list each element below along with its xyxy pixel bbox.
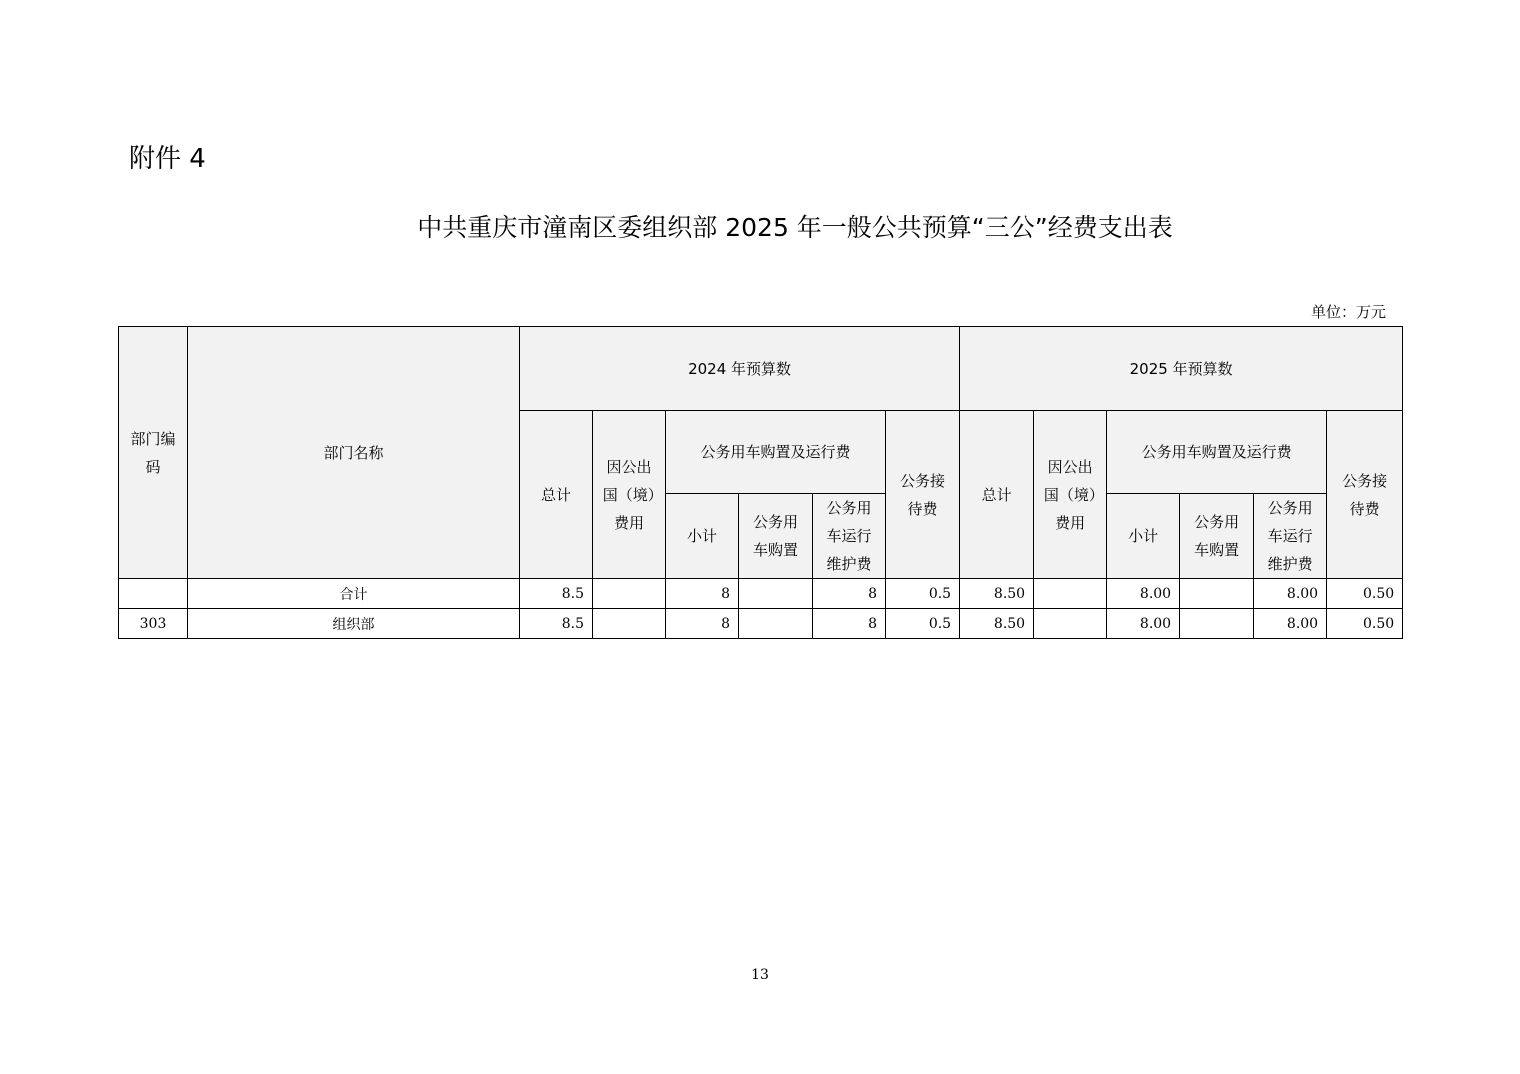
table-row-department <box>119 609 1403 639</box>
cell-code <box>119 579 188 609</box>
cell-2025-operation: 8.00 <box>1254 579 1327 609</box>
header-2025-total: 总计 <box>960 411 1034 579</box>
header-dept-name: 部门名称 <box>188 327 520 579</box>
table-row-total <box>119 579 1403 609</box>
cell-code: 303 <box>119 609 188 639</box>
header-2024-vehicle-operation: 公务用车运行维护费 <box>813 494 886 579</box>
cell-2024-subtotal: 8 <box>666 609 739 639</box>
cell-2025-purchase <box>1180 609 1254 639</box>
cell-2024-subtotal: 8 <box>666 579 739 609</box>
attachment-label: 附件 4 <box>129 144 206 174</box>
cell-2024-abroad <box>593 579 666 609</box>
cell-2024-total: 8.5 <box>520 579 593 609</box>
header-2024-subtotal: 小计 <box>666 494 739 579</box>
header-2025-vehicle-operation: 公务用车运行维护费 <box>1254 494 1327 579</box>
header-2025-vehicle-group: 公务用车购置及运行费 <box>1107 411 1327 494</box>
header-2024-abroad: 因公出国（境）费用 <box>593 411 666 579</box>
cell-2025-total: 8.50 <box>960 609 1034 639</box>
header-2025-budget: 2025 年预算数 <box>960 327 1403 411</box>
header-dept-code: 部门编码 <box>119 327 188 579</box>
header-2025-subtotal: 小计 <box>1107 494 1180 579</box>
cell-2024-operation: 8 <box>813 609 886 639</box>
header-2024-vehicle-purchase: 公务用车购置 <box>739 494 813 579</box>
header-2025-reception: 公务接待费 <box>1327 411 1403 579</box>
cell-2025-abroad <box>1034 579 1107 609</box>
header-2024-vehicle-group: 公务用车购置及运行费 <box>666 411 886 494</box>
header-2025-vehicle-purchase: 公务用车购置 <box>1180 494 1254 579</box>
budget-table <box>118 326 1403 639</box>
header-2025-abroad: 因公出国（境）费用 <box>1034 411 1107 579</box>
unit-label: 单位：万元 <box>1311 303 1387 321</box>
cell-2025-subtotal: 8.00 <box>1107 609 1180 639</box>
cell-2024-total: 8.5 <box>520 609 593 639</box>
table-body <box>119 579 1403 639</box>
table-header <box>119 327 1403 579</box>
cell-2024-abroad <box>593 609 666 639</box>
page-number: 13 <box>751 967 769 983</box>
cell-2025-reception: 0.50 <box>1327 609 1403 639</box>
document-title: 中共重庆市潼南区委组织部 2025 年一般公共预算“三公”经费支出表 <box>417 213 1173 242</box>
cell-2024-operation: 8 <box>813 579 886 609</box>
cell-2024-reception: 0.5 <box>886 579 960 609</box>
cell-name: 合计 <box>188 579 520 609</box>
cell-2025-total: 8.50 <box>960 579 1034 609</box>
cell-2024-purchase <box>739 579 813 609</box>
header-2024-reception: 公务接待费 <box>886 411 960 579</box>
cell-2025-purchase <box>1180 579 1254 609</box>
cell-2025-subtotal: 8.00 <box>1107 579 1180 609</box>
cell-2025-operation: 8.00 <box>1254 609 1327 639</box>
cell-2025-abroad <box>1034 609 1107 639</box>
cell-2025-reception: 0.50 <box>1327 579 1403 609</box>
cell-name: 组织部 <box>188 609 520 639</box>
header-2024-budget: 2024 年预算数 <box>520 327 960 411</box>
cell-2024-reception: 0.5 <box>886 609 960 639</box>
header-2024-total: 总计 <box>520 411 593 579</box>
cell-2024-purchase <box>739 609 813 639</box>
